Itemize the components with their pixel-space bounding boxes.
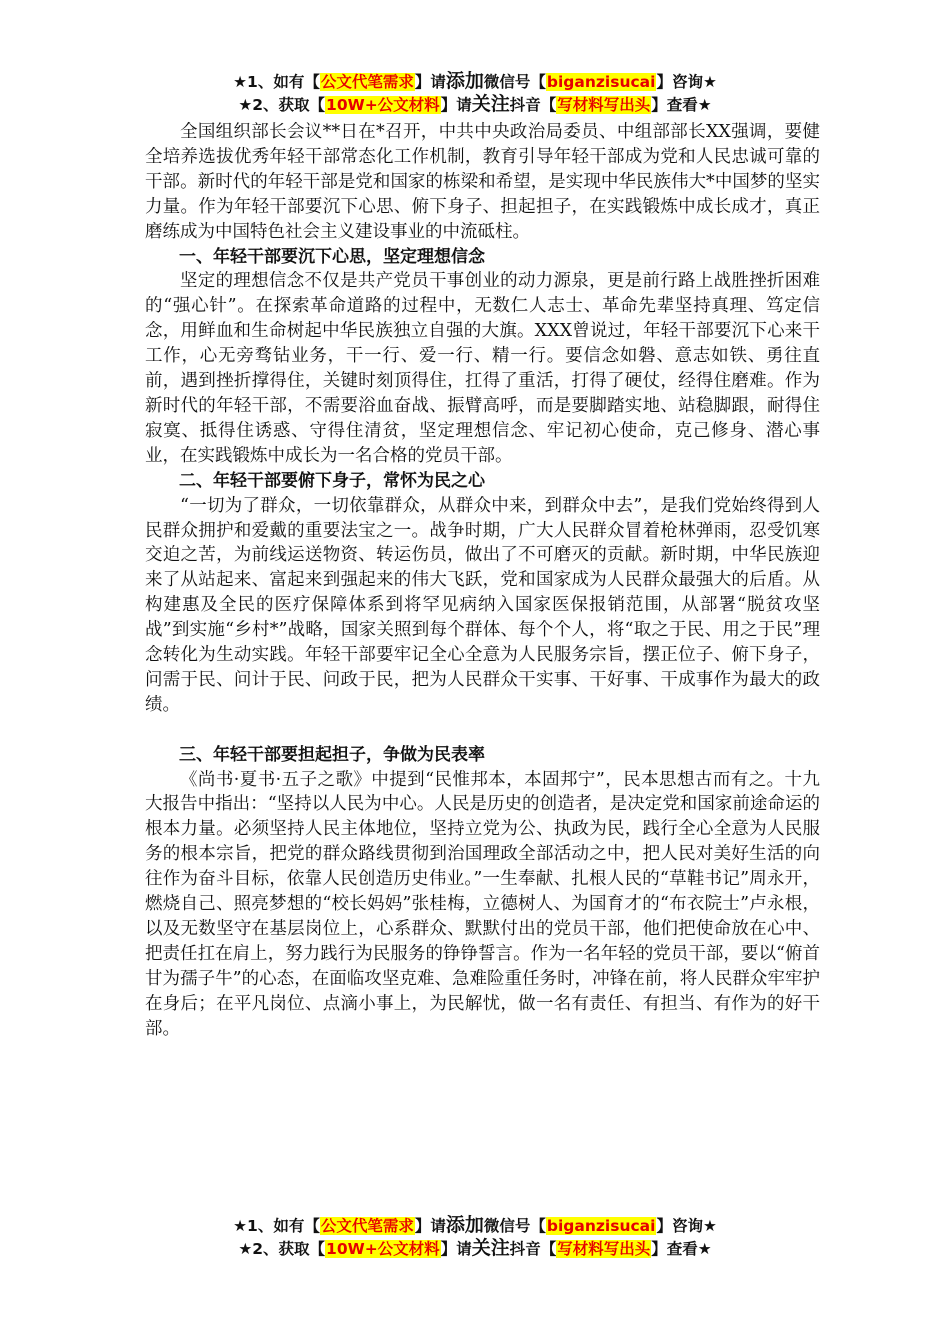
banner-emphasis: 关注 [471, 1237, 510, 1259]
highlight-wechat-id: biganzisucai [546, 73, 656, 91]
banner-text: 】咨询★ [656, 1217, 717, 1235]
highlight-ghostwriting: 公文代笔需求 [320, 73, 414, 91]
highlight-materials: 10W+公文材料 [326, 1240, 440, 1258]
section-1-paragraph: 坚定的理想信念不仅是共产党员干事创业的动力源泉，更是前行路上战胜挫折困难的“强心针”。在探索革命道路的过程中，无数仁人志士、革命先辈坚持真理、笃定信念，用鲜血和生命树起中华民族独立自强的大旗。XXX曾说过，年轻干部要沉下心来干工作，心无旁骛钻业务，干一行、爱一行、精一行。要信念如磐、意志如铁、勇往直前，遇到挫折撑得住，关键时刻顶得住，扛得了重活，打得了硬仗，经得住磨难。作为新时代的年轻干部，不需要浴血奋战、振臂高呼，而是要脚踏实地、站稳脚跟，耐得住寂寞、抵得住诱惑、守得住清贫，坚定理想信念、牢记初心使命，克己修身、潜心事业，在实践锻炼中成长为一名合格的党员干部。 [145, 271, 820, 466]
section-2-heading: 二、年轻干部要俯下身子，常怀为民之心 [179, 470, 485, 491]
highlight-wechat-id: biganzisucai [546, 1217, 656, 1235]
banner-text: ★1、如有【 [233, 1217, 320, 1235]
document-body [145, 120, 820, 1042]
header-banner [0, 70, 950, 116]
highlight-materials: 10W+公文材料 [326, 96, 440, 114]
banner-line-2 [0, 1237, 950, 1260]
banner-text: 】请 [440, 96, 472, 114]
blank-line [145, 718, 820, 743]
banner-text: ★1、如有【 [233, 73, 320, 91]
banner-text: 】查看★ [651, 96, 712, 114]
banner-line-2 [0, 93, 950, 116]
banner-text: 】查看★ [651, 1240, 712, 1258]
banner-line-1 [0, 70, 950, 93]
banner-text: 】咨询★ [656, 73, 717, 91]
banner-text: 抖音【 [509, 1240, 557, 1258]
banner-text: ★2、获取【 [238, 96, 326, 114]
highlight-douyin-account: 写材料写出头 [557, 1240, 651, 1258]
highlight-ghostwriting: 公文代笔需求 [320, 1217, 414, 1235]
banner-text: ★2、获取【 [238, 1240, 326, 1258]
banner-text: 微信号【 [483, 73, 546, 91]
banner-text: 】请 [414, 1217, 446, 1235]
banner-line-1 [0, 1214, 950, 1237]
banner-text: 】请 [414, 73, 446, 91]
banner-emphasis: 关注 [471, 93, 510, 115]
banner-text: 抖音【 [509, 96, 557, 114]
banner-emphasis: 添加 [445, 1214, 484, 1236]
highlight-douyin-account: 写材料写出头 [557, 96, 651, 114]
section-1-heading: 一、年轻干部要沉下心思，坚定理想信念 [179, 246, 485, 267]
footer-banner [0, 1214, 950, 1260]
banner-emphasis: 添加 [445, 70, 484, 92]
intro-paragraph: 全国组织部长会议**日在*召开，中共中央政治局委员、中组部部长XX强调，要健全培养选拔优秀年轻干部常态化工作机制，教育引导年轻干部成为党和人民忠诚可靠的干部。新时代的年轻干部是党和国家的栋梁和希望，是实现中华民族伟大*中国梦的坚实力量。作为年轻干部要沉下心思、俯下身子、担起担子，在实践锻炼中成长成才，真正磨练成为中国特色社会主义建设事业的中流砥柱。 [145, 122, 820, 242]
section-3-paragraph: 《尚书·夏书·五子之歌》中提到“民惟邦本，本固邦宁”，民本思想古而有之。十九大报告中指出：“坚持以人民为中心。人民是历史的创造者，是决定党和国家前途命运的根本力量。必须坚持人民主体地位，坚持立党为公、执政为民，践行全心全意为人民服务的根本宗旨，把党的群众路线贯彻到治国理政全部活动之中，把人民对美好生活的向往作为奋斗目标，依靠人民创造历史伟业。”一生奉献、扎根人民的“草鞋书记”周永开，燃烧自己、照亮梦想的“校长妈妈”张桂梅，立德树人、为国育才的“布衣院士”卢永根，以及无数坚守在基层岗位上，心系群众、默默付出的党员干部，他们把使命放在心中、把责任扛在肩上，努力践行为民服务的铮铮誓言。作为一名年轻的党员干部，要以“俯首甘为孺子牛”的心态，在面临攻坚克难、急难险重任务时，冲锋在前，将人民群众牢牢护在身后；在平凡岗位、点滴小事上，为民解忧，做一名有责任、有担当、有作为的好干部。 [145, 769, 820, 1039]
section-2-paragraph: “一切为了群众，一切依靠群众，从群众中来，到群众中去”，是我们党始终得到人民群众拥护和爱戴的重要法宝之一。战争时期，广大人民群众冒着枪林弹雨，忍受饥寒交迫之苦，为前线运送物资、转运伤员，做出了不可磨灭的贡献。新时期，中华民族迎来了从站起来、富起来到强起来的伟大飞跃，党和国家成为人民群众最强大的后盾。从构建惠及全民的医疗保障体系到将罕见病纳入国家医保报销范围，从部署“脱贫攻坚战”到实施“乡村*”战略，国家关照到每个群体、每个个人，将“取之于民、用之于民”理念转化为生动实践。年轻干部要牢记全心全意为人民服务宗旨，摆正位子、俯下身子，问需于民、问计于民、问政于民，把为人民群众干实事、干好事、干成事作为最大的政绩。 [145, 495, 820, 715]
banner-text: 】请 [440, 1240, 472, 1258]
banner-text: 微信号【 [483, 1217, 546, 1235]
section-3-heading: 三、年轻干部要担起担子，争做为民表率 [179, 744, 485, 765]
